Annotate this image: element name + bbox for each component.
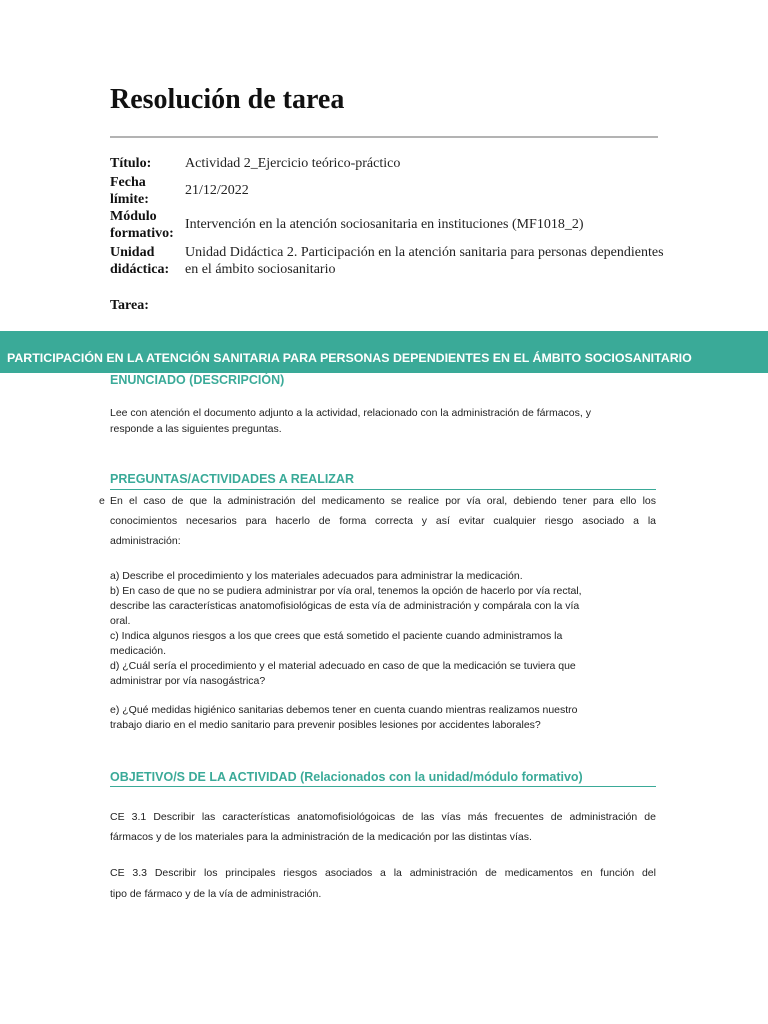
- meta-row-fecha: [110, 174, 670, 208]
- meta-row-tarea: [110, 297, 670, 314]
- objective-ce31-line: CE 3.1 Describir las características anatomofisiológoicas de las vías más frecuentes de administración de: [110, 811, 656, 823]
- objetivos-heading: OBJETIVO/S DE LA ACTIVIDAD (Relacionados con la unidad/módulo formativo): [110, 770, 583, 784]
- meta-label-modulo: Módulo formativo:: [110, 209, 174, 241]
- preguntas-intro-line: En el caso de que la administración del medicamento se realice por vía oral, debiendo tener para ello los: [110, 495, 656, 507]
- banner-title: PARTICIPACIÓN EN LA ATENCIÓN SANITARIA PARA PERSONAS DEPENDIENTES EN EL ÁMBITO SOCIOSANITARIO: [7, 351, 692, 365]
- objective-ce33-line: tipo de fármaco y de la vía de administración.: [110, 888, 322, 900]
- question-item: administrar por vía nasogástrica?: [110, 675, 266, 687]
- meta-value-modulo: Intervención en la atención sociosanitaria en instituciones (MF1018_2): [185, 217, 584, 232]
- question-item: oral.: [110, 615, 131, 627]
- meta-value-unidad: Unidad Didáctica 2. Participación en la atención sanitaria para personas dependientes en el ámbito sociosanitario: [185, 245, 664, 277]
- preguntas-heading: PREGUNTAS/ACTIVIDADES A REALIZAR: [110, 472, 354, 486]
- meta-row-modulo: [110, 208, 670, 242]
- title-divider: [110, 136, 658, 138]
- preguntas-intro-line: conocimientos necesarios para hacerlo de forma correcta y así evitar cualquier riesgo asociado a la: [110, 515, 656, 527]
- question-item: c) Indica algunos riesgos a los que crees que está sometido el paciente cuando administramos la: [110, 630, 563, 642]
- enunciado-line: Lee con atención el documento adjunto a la actividad, relacionado con la administración de fármacos, y: [110, 407, 591, 419]
- enunciado-line: responde a las siguientes preguntas.: [110, 423, 282, 435]
- preguntas-divider: [110, 489, 656, 490]
- question-item-e: e) ¿Qué medidas higiénico sanitarias debemos tener en cuenta cuando mientras realizamos nuestro: [110, 704, 578, 716]
- enunciado-heading: ENUNCIADO (DESCRIPCIÓN): [110, 373, 285, 387]
- preguntas-intro-line: administración:: [110, 535, 181, 547]
- preguntas-intro-prefix: e: [99, 495, 105, 507]
- meta-value-titulo: Actividad 2_Ejercicio teórico-práctico: [185, 156, 401, 171]
- meta-label-unidad: Unidad didáctica:: [110, 245, 170, 277]
- objetivos-divider: [110, 786, 656, 787]
- question-item: b) En caso de que no se pudiera administrar por vía oral, tenemos la opción de hacerlo por vía rectal,: [110, 585, 582, 597]
- section-banner: [0, 331, 768, 373]
- objective-ce33-line: CE 3.3 Describir los principales riesgos asociados a la administración de medicamentos en función del: [110, 867, 656, 879]
- page-title: Resolución de tarea: [110, 84, 345, 115]
- question-item: describe las características anatomofisiológicas de esta vía de administración y compárala con la vía: [110, 600, 580, 612]
- meta-value-fecha: 21/12/2022: [185, 183, 249, 198]
- objective-ce31-line: fármacos y de los materiales para la administración de la medicación por las distintas vías.: [110, 831, 532, 843]
- meta-row-titulo: [110, 155, 670, 172]
- meta-label-titulo: Título:: [110, 156, 152, 171]
- question-item: d) ¿Cuál sería el procedimiento y el material adecuado en caso de que la medicación se tuviera que: [110, 660, 576, 672]
- question-item: a) Describe el procedimiento y los materiales adecuados para administrar la medicación.: [110, 570, 523, 582]
- question-item-e: trabajo diario en el medio sanitario para prevenir posibles lesiones por accidentes laborales?: [110, 719, 541, 731]
- meta-label-tarea: Tarea:: [110, 298, 149, 313]
- meta-label-fecha: Fecha límite:: [110, 175, 149, 207]
- question-item: medicación.: [110, 645, 167, 657]
- meta-row-unidad: [110, 244, 670, 278]
